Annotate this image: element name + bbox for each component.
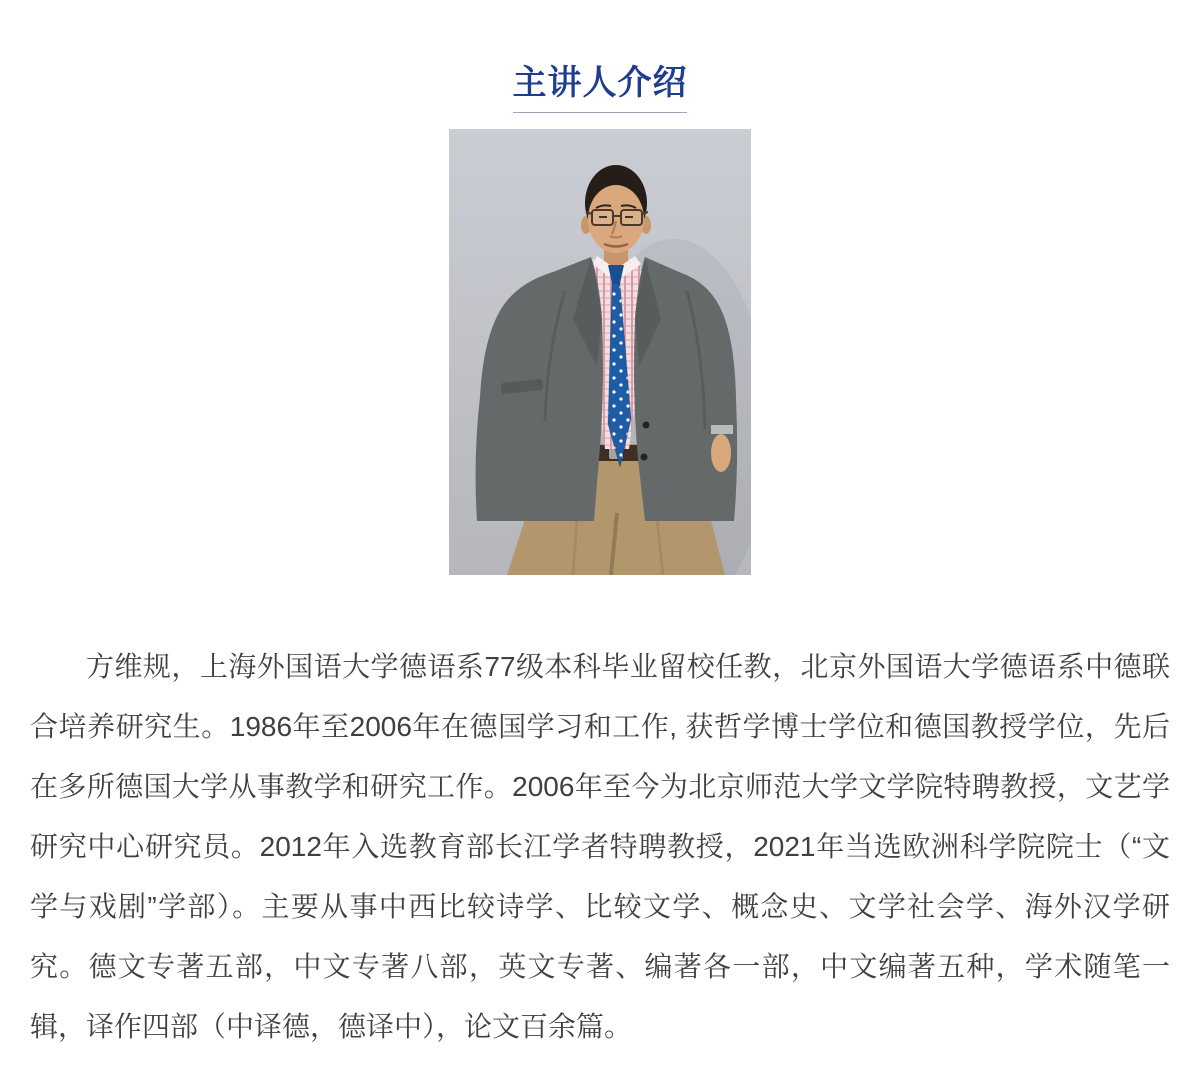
bio-paragraph: 方维规，上海外国语大学德语系77级本科毕业留校任教，北京外国语大学德语系中德联合培养研究生。1986年至2006年在德国学习和工作, 获哲学博士学位和德国教授学位，先后在多所德国大学从事教学和研究工作。2006年至今为北京师范大学文学院特聘教授，文艺学研究中心研究员。2012年入选教育部长江学者特聘教授，2021年当选欧洲科学院院士（“文学与戏剧”学部）。主要从事中西比较诗学、比较文学、概念史、文学社会学、海外汉学研究。德文专著五部，中文专著八部，英文专著、编著各一部，中文编著五种，学术随笔一辑，译作四部（中译德，德译中），论文百余篇。 [30, 651, 1170, 1042]
speaker-portrait-photo [449, 129, 751, 575]
speaker-portrait [449, 129, 751, 575]
portrait-button-bottom [641, 454, 648, 461]
title-underline [513, 112, 687, 113]
article-header [0, 0, 1200, 113]
portrait-shirt-cuff [711, 425, 733, 434]
portrait-hand [711, 434, 731, 472]
portrait-button-top [643, 422, 650, 429]
bio-section [30, 637, 1170, 1057]
page-title: 主讲人介绍 [512, 64, 688, 102]
